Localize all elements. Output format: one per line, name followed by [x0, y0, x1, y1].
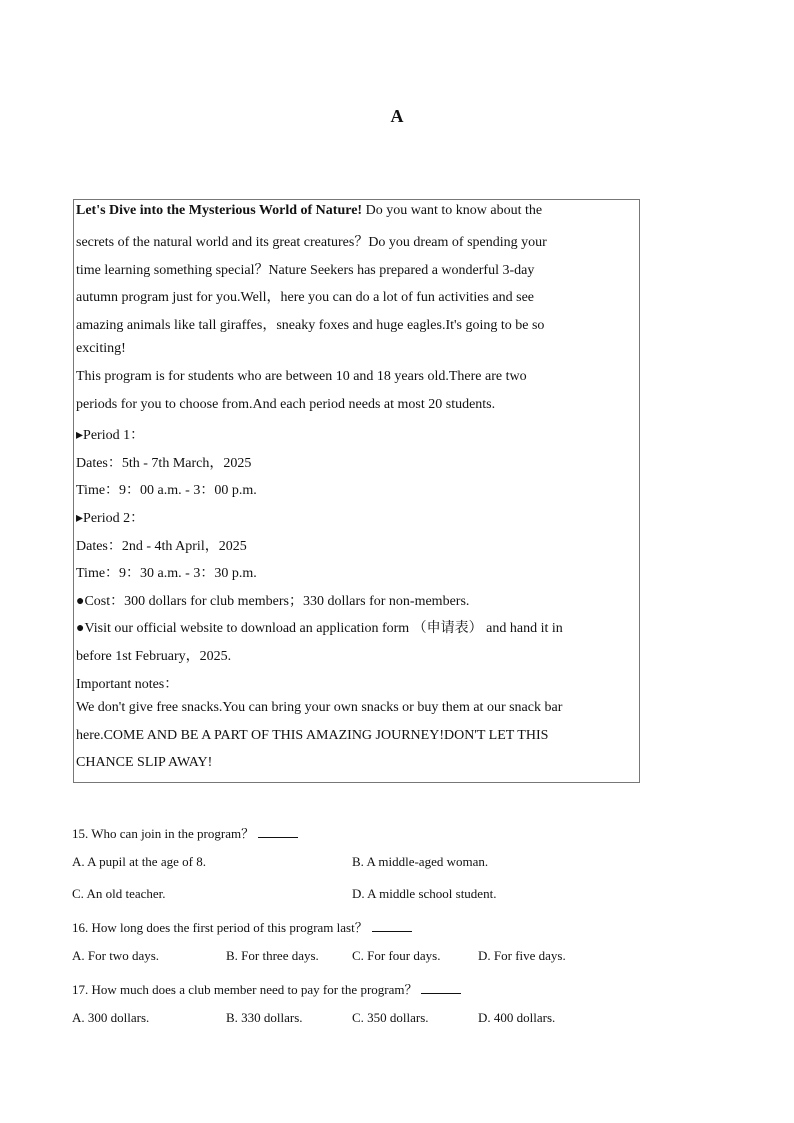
option-15-a[interactable]: A. A pupil at the age of 8. [72, 854, 206, 869]
cost-line: ●Cost：300 dollars for club members；330 dollars for non-members. [76, 594, 470, 609]
visit-line-2: before 1st February，2025. [76, 649, 232, 664]
answer-blank[interactable] [421, 982, 461, 994]
question-15-text: 15. Who can join in the program？ [72, 826, 255, 841]
option-15-d[interactable]: D. A middle school student. [352, 886, 497, 901]
option-17-a[interactable]: A. 300 dollars. [72, 1010, 150, 1025]
option-16-d[interactable]: D. For five days. [478, 948, 566, 963]
period-2-label: ▸Period 2： [76, 511, 145, 526]
option-17-b[interactable]: B. 330 dollars. [226, 1010, 303, 1025]
passage-line-1 [76, 203, 542, 219]
answer-blank[interactable] [372, 920, 412, 932]
period-1-label: ▸Period 1： [76, 428, 145, 443]
question-15-stem [72, 823, 298, 842]
visit-line-1: ●Visit our official website to download an application form （申请表） and hand it in [76, 621, 563, 636]
question-16-text: 16. How long does the first period of this program last？ [72, 920, 368, 935]
section-heading: A [390, 106, 404, 126]
notes-line-2: here.COME AND BE A PART OF THIS AMAZING JOURNEY!DON'T LET THIS [76, 728, 549, 743]
question-17-text: 17. How much does a club member need to pay for the program？ [72, 982, 418, 997]
option-17-c[interactable]: C. 350 dollars. [352, 1010, 429, 1025]
passage-line-6: exciting! [76, 341, 126, 356]
passage-line-5: amazing animals like tall giraffes，sneaky foxes and huge eagles.It's going to be so [76, 318, 545, 333]
notes-label: Important notes： [76, 677, 179, 692]
option-17-d[interactable]: D. 400 dollars. [478, 1010, 556, 1025]
option-16-c[interactable]: C. For four days. [352, 948, 441, 963]
passage-intro-text: Do you want to know about the [365, 203, 543, 218]
passage-line-8: periods for you to choose from.And each period needs at most 20 students. [76, 397, 496, 412]
option-15-b[interactable]: B. A middle-aged woman. [352, 854, 489, 869]
passage-line-3: time learning something special？Nature Seekers has prepared a wonderful 3-day [76, 263, 535, 278]
period-2-time: Time：9：30 a.m. - 3：30 p.m. [76, 566, 257, 581]
answer-blank[interactable] [258, 826, 298, 838]
period-1-time: Time：9：00 a.m. - 3：00 p.m. [76, 483, 257, 498]
period-2-dates: Dates：2nd - 4th April，2025 [76, 539, 247, 554]
option-16-a[interactable]: A. For two days. [72, 948, 160, 963]
passage-line-2: secrets of the natural world and its great creatures？Do you dream of spending your [76, 235, 547, 250]
question-16-stem [72, 917, 412, 936]
passage-line-4: autumn program just for you.Well，here you can do a lot of fun activities and see [76, 290, 535, 305]
period-1-dates: Dates：5th - 7th March，2025 [76, 456, 252, 471]
question-17-stem [72, 979, 461, 998]
notes-line-3: CHANCE SLIP AWAY! [76, 755, 213, 770]
option-15-c[interactable]: C. An old teacher. [72, 886, 166, 901]
passage-title: Let's Dive into the Mysterious World of Nature! [76, 203, 363, 218]
notes-line-1: We don't give free snacks.You can bring your own snacks or buy them at our snack bar [76, 700, 563, 715]
option-16-b[interactable]: B. For three days. [226, 948, 319, 963]
passage-line-7: This program is for students who are between 10 and 18 years old.There are two [76, 369, 527, 384]
